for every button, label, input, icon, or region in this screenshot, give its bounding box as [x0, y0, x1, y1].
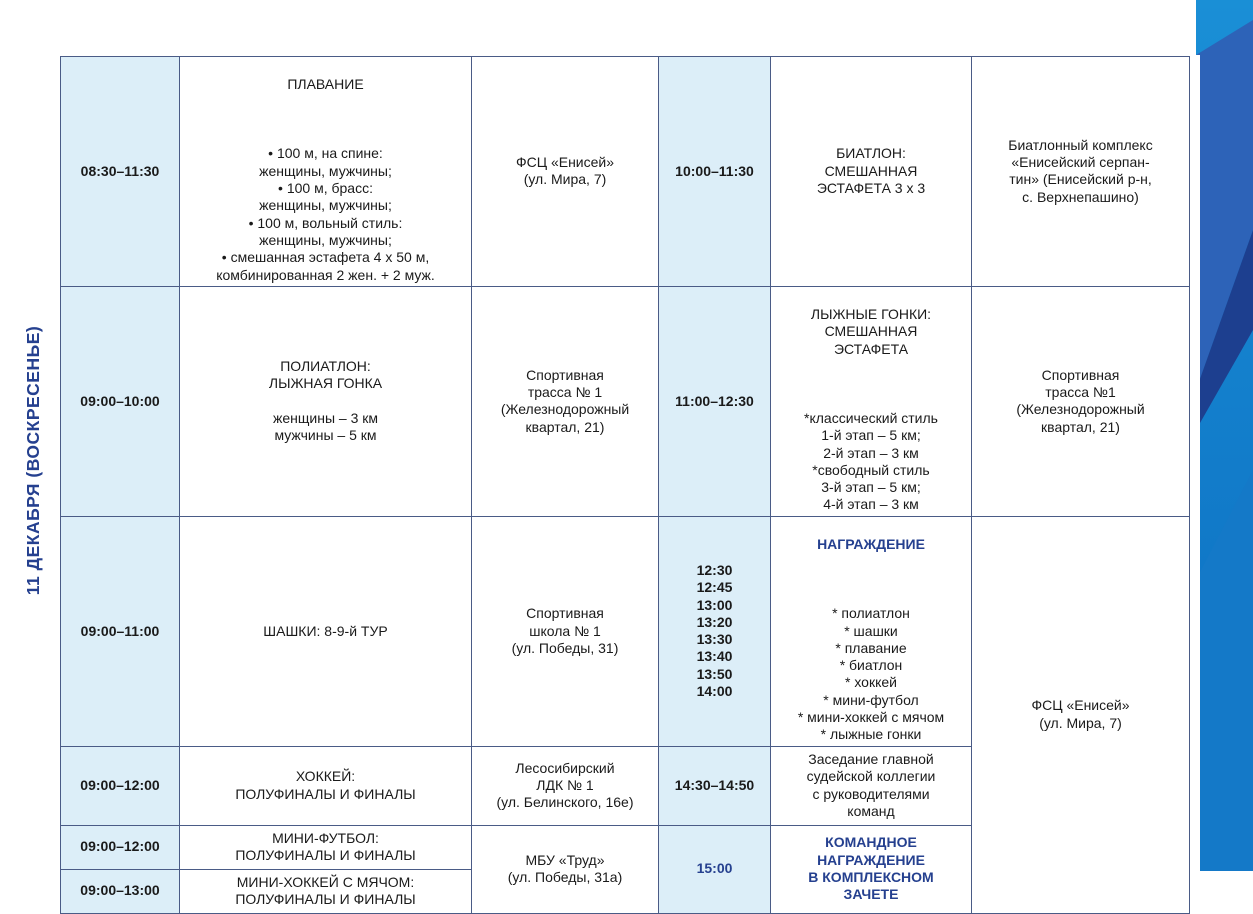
event-details: • 100 м, на спине: женщины, мужчины; • 100 м, брасс: женщины, мужчины; • 100 м, вольный стиль: женщины, мужчины; • смешанная эстафета 4 х 50 м, комбинированная 2 жен. + 2 муж.: [216, 145, 435, 283]
time-cell: 08:30–11:30: [61, 57, 180, 287]
time-cell: 09:00–12:00: [61, 825, 180, 869]
event-cell: МИНИ-ХОККЕЙ С МЯЧОМ: ПОЛУФИНАЛЫ И ФИНАЛЫ: [180, 869, 472, 913]
event-details: * полиатлон * шашки * плавание * биатлон * хоккей * мини-футбол * мини-хоккей с мячом * лыжные гонки: [797, 605, 945, 743]
time-cell: 12:30 12:45 13:00 13:20 13:30 13:40 13:50 14:00: [659, 516, 771, 746]
venue-cell: Биатлонный комплекс «Енисейский серпан- тин» (Енисейский р-н, с. Верхнепашино): [972, 57, 1190, 287]
event-cell: ХОККЕЙ: ПОЛУФИНАЛЫ И ФИНАЛЫ: [180, 746, 472, 825]
time-cell: 09:00–11:00: [61, 516, 180, 746]
event-cell: ПОЛИАТЛОН: ЛЫЖНАЯ ГОНКА женщины – 3 км мужчины – 5 км: [180, 286, 472, 516]
schedule-table: [60, 56, 1190, 914]
venue-cell: Спортивная трасса №1 (Железнодорожный квартал, 21): [972, 286, 1190, 516]
venue-cell: Спортивная школа № 1 (ул. Победы, 31): [472, 516, 659, 746]
event-title: НАГРАЖДЕНИЕ: [817, 536, 925, 553]
event-cell: БИАТЛОН: СМЕШАННАЯ ЭСТАФЕТА 3 х 3: [771, 57, 972, 287]
time-cell: 09:00–12:00: [61, 746, 180, 825]
event-details: *классический стиль 1-й этап – 5 км; 2-й этап – 3 км *свободный стиль 3-й этап – 5 км; 4-й этап – 3 км: [804, 409, 938, 513]
decorative-side-band: [1196, 0, 1253, 871]
venue-cell: ФСЦ «Енисей» (ул. Мира, 7): [972, 516, 1190, 913]
venue-cell: Лесосибирский ЛДК № 1 (ул. Белинского, 16е): [472, 746, 659, 825]
time-cell: 09:00–10:00: [61, 286, 180, 516]
table-row: [61, 57, 1190, 287]
event-cell: Заседание главной судейской коллегии с руководителями команд: [771, 746, 972, 825]
table-row: [61, 286, 1190, 516]
venue-cell: ФСЦ «Енисей» (ул. Мира, 7): [472, 57, 659, 287]
event-title: ПЛАВАНИЕ: [287, 76, 364, 93]
time-cell: 09:00–13:00: [61, 869, 180, 913]
time-cell: 14:30–14:50: [659, 746, 771, 825]
day-label: 11 ДЕКАБРЯ (ВОСКРЕСЕНЬЕ): [23, 325, 44, 595]
venue-cell: МБУ «Труд» (ул. Победы, 31а): [472, 825, 659, 913]
event-cell: [180, 57, 472, 287]
time-cell: 10:00–11:30: [659, 57, 771, 287]
table-row: [61, 516, 1190, 746]
event-cell: КОМАНДНОЕ НАГРАЖДЕНИЕ В КОМПЛЕКСНОМ ЗАЧЕТЕ: [771, 825, 972, 913]
venue-cell: Спортивная трасса № 1 (Железнодорожный квартал, 21): [472, 286, 659, 516]
time-cell: 15:00: [659, 825, 771, 913]
event-cell: [771, 516, 972, 746]
time-cell: 11:00–12:30: [659, 286, 771, 516]
event-cell: [771, 286, 972, 516]
event-cell: ШАШКИ: 8-9-й ТУР: [180, 516, 472, 746]
event-title: ЛЫЖНЫЕ ГОНКИ: СМЕШАННАЯ ЭСТАФЕТА: [810, 306, 932, 357]
event-cell: МИНИ-ФУТБОЛ: ПОЛУФИНАЛЫ И ФИНАЛЫ: [180, 825, 472, 869]
